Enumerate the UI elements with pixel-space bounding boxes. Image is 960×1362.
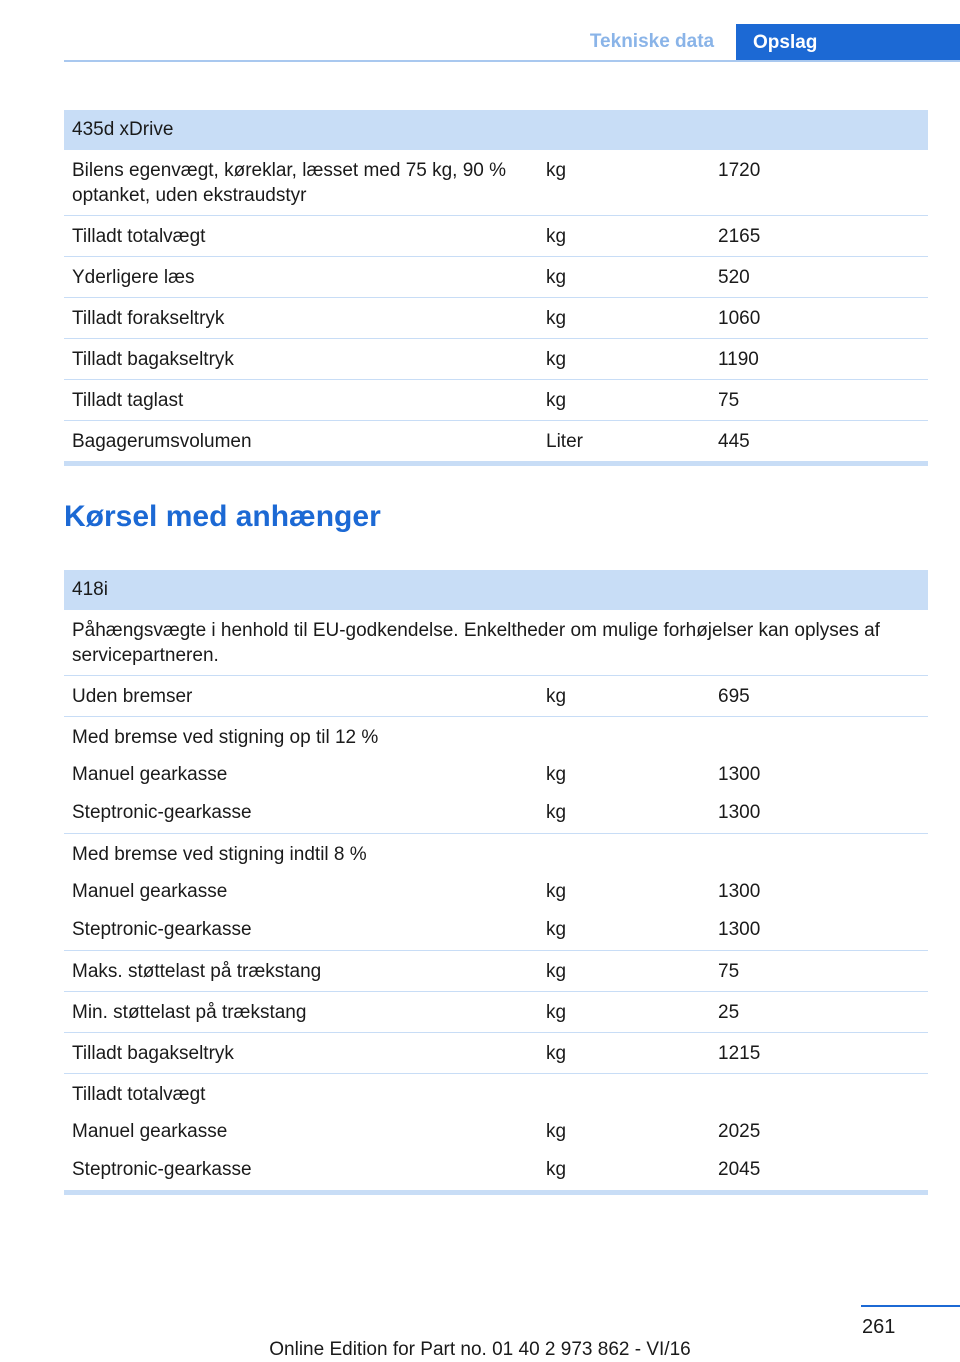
header-divider: [64, 60, 960, 62]
row-label: Tilladt bagakseltryk: [72, 349, 234, 370]
table-row: [64, 257, 928, 298]
row-unit: kg: [546, 160, 567, 181]
row-unit: kg: [546, 1159, 567, 1180]
row-value: [711, 842, 928, 867]
row-label: Bilens egenvægt, køreklar, læsset med 75 kg, 90 % optanket, uden ekstraudstyr: [72, 160, 507, 206]
edition-footer: Online Edition for Part no. 01 40 2 973 862 - VI/16: [269, 1339, 691, 1360]
row-label: Yderligere læs: [72, 267, 195, 288]
row-value: 1720: [718, 160, 761, 181]
table-row: [64, 874, 928, 912]
table-row: [64, 795, 928, 834]
table-footer-rule: [64, 461, 928, 466]
row-unit: kg: [546, 802, 567, 823]
table-note: Påhængsvægte i henhold til EU-godkendelse. Enkeltheder om mulige forhøjelser kan oplyses af servicepartneren.: [72, 620, 880, 666]
row-label: Tilladt taglast: [72, 390, 184, 411]
row-value: 25: [718, 1002, 740, 1023]
table-header: 435d xDrive: [64, 110, 928, 150]
row-label: Steptronic-gearkasse: [72, 802, 252, 823]
table-row: [64, 757, 928, 795]
row-value: 1060: [718, 308, 761, 329]
row-value: 75: [718, 390, 740, 411]
row-value: 1300: [718, 764, 761, 785]
table-row: [64, 150, 928, 216]
row-label: Manuel gearkasse: [72, 881, 228, 902]
row-label: Tilladt totalvægt: [72, 1084, 206, 1105]
page-number: 261: [862, 1316, 896, 1338]
table-footer-rule: [64, 1190, 928, 1195]
row-label: Med bremse ved stigning indtil 8 %: [72, 844, 367, 865]
row-unit: kg: [546, 267, 567, 288]
row-unit: kg: [546, 1043, 567, 1064]
tab-opslag[interactable]: Opslag: [736, 24, 960, 62]
page-header: [0, 0, 960, 62]
row-unit: kg: [546, 881, 567, 902]
row-unit: kg: [546, 349, 567, 370]
row-value: 1300: [718, 881, 761, 902]
row-value: 2025: [718, 1121, 761, 1142]
row-label: Maks. støttelast på trækstang: [72, 961, 322, 982]
table-header: 418i: [64, 570, 928, 610]
table-subheading-row: [64, 834, 928, 874]
row-label: Manuel gearkasse: [72, 1121, 228, 1142]
row-value: 1215: [718, 1043, 761, 1064]
row-unit: kg: [546, 390, 567, 411]
row-unit: kg: [546, 1002, 567, 1023]
row-label: Steptronic-gearkasse: [72, 1159, 252, 1180]
row-unit: kg: [546, 686, 567, 707]
table-row: [64, 912, 928, 951]
row-value: [711, 725, 928, 750]
table-row: [64, 676, 928, 717]
table-subheading-row: [64, 1074, 928, 1114]
row-label: Tilladt forakseltryk: [72, 308, 225, 329]
table-note-row: [64, 610, 928, 676]
row-label: Tilladt bagakseltryk: [72, 1043, 234, 1064]
table-subheading-row: [64, 717, 928, 757]
row-label: Uden bremser: [72, 686, 193, 707]
row-unit: Liter: [546, 431, 583, 452]
tab-tekniske-data[interactable]: Tekniske data: [589, 31, 715, 52]
row-label: Steptronic-gearkasse: [72, 919, 252, 940]
section-title: Kørsel med anhænger: [64, 500, 381, 533]
row-label: Manuel gearkasse: [72, 764, 228, 785]
row-unit: kg: [546, 961, 567, 982]
table-row: [64, 339, 928, 380]
row-label: Min. støttelast på trækstang: [72, 1002, 307, 1023]
footer-divider: [861, 1305, 960, 1307]
table-row: [64, 421, 928, 461]
row-unit: kg: [546, 308, 567, 329]
row-unit: kg: [546, 764, 567, 785]
specs-table-435d: [64, 110, 928, 466]
row-value: 445: [718, 431, 750, 452]
table-row: [64, 1033, 928, 1074]
row-label: Med bremse ved stigning op til 12 %: [72, 727, 379, 748]
row-value: 2165: [718, 226, 761, 247]
table-row: [64, 1152, 928, 1190]
row-label: Bagagerumsvolumen: [72, 431, 252, 452]
row-value: 1300: [718, 919, 761, 940]
row-unit: kg: [546, 919, 567, 940]
row-value: [711, 1082, 928, 1107]
table-row: [64, 992, 928, 1033]
table-row: [64, 380, 928, 421]
trailer-table-418i: [64, 570, 928, 1195]
row-unit: [539, 1082, 711, 1107]
table-row: [64, 298, 928, 339]
row-value: 520: [718, 267, 750, 288]
table-row: [64, 216, 928, 257]
row-value: 695: [718, 686, 750, 707]
row-label: Tilladt totalvægt: [72, 226, 206, 247]
table-row: [64, 951, 928, 992]
row-value: 1300: [718, 802, 761, 823]
row-value: 1190: [718, 349, 759, 370]
row-unit: kg: [546, 226, 567, 247]
row-unit: kg: [546, 1121, 567, 1142]
row-value: 75: [718, 961, 740, 982]
row-unit: [539, 842, 711, 867]
row-unit: [539, 725, 711, 750]
row-value: 2045: [718, 1159, 761, 1180]
table-row: [64, 1114, 928, 1152]
